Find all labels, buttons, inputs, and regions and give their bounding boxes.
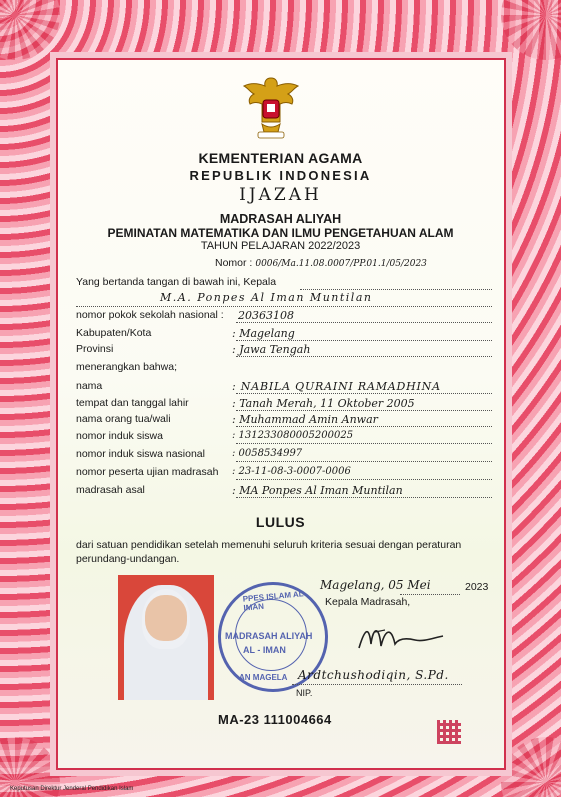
dotted-line: [292, 684, 462, 685]
statement-line-2: perundang-undangan.: [76, 553, 180, 565]
nis-label: nomor induk siswa: [76, 430, 163, 442]
certificate-number-label: Nomor :: [215, 257, 253, 269]
npsn-value: 20363108: [238, 309, 294, 322]
signature: [355, 618, 445, 658]
republic-title: REPUBLIK INDONESIA: [189, 168, 372, 183]
stamp-mid-text-2: AL - IMAN: [243, 645, 286, 655]
student-name-value: : NABILA QURAINI RAMADHINA: [232, 380, 441, 393]
nip-label: NIP.: [296, 688, 313, 698]
exam-number-label: nomor peserta ujian madrasah: [76, 466, 219, 478]
qr-code-icon: [437, 720, 461, 744]
dotted-line: [236, 356, 492, 357]
dotted-line: [236, 461, 492, 462]
dotted-line: [236, 497, 492, 498]
dotted-line: [236, 393, 492, 394]
principal-name: Ardtchushodiqin, S.Pd.: [298, 668, 449, 682]
parent-label: nama orang tua/wali: [76, 413, 171, 425]
regency-label: Kabupaten/Kota: [76, 327, 152, 339]
signing-role: Kepala Madrasah,: [325, 596, 411, 608]
graduation-result: LULUS: [255, 514, 306, 530]
ministry-title: KEMENTERIAN AGAMA: [198, 150, 363, 166]
dotted-line: [236, 426, 492, 427]
border-ornament: [0, 0, 60, 60]
npsn-label: nomor pokok sekolah nasional :: [76, 309, 224, 321]
dotted-line: [236, 322, 492, 323]
dotted-line: [236, 340, 492, 341]
regency-value: : Magelang: [232, 327, 295, 340]
nis-value: : 131233080005200025: [232, 430, 354, 441]
program-title: PEMINATAN MATEMATIKA DAN ILMU PENGETAHUAN ALAM: [107, 226, 454, 240]
stamp-bottom-text: AN MAGELA: [239, 673, 288, 682]
certificate-number-value: 0006/Ma.11.08.0007/PP.01.1/05/2023: [255, 259, 427, 269]
statement-line-1: dari satuan pendidikan setelah memenuhi seluruh kriteria sesuai dengan peraturan: [76, 539, 462, 551]
student-name-label: nama: [76, 380, 103, 392]
dotted-line: [76, 306, 492, 307]
student-photo: [118, 575, 214, 700]
dotted-line: [236, 410, 492, 411]
dotted-line: [236, 443, 492, 444]
academic-year: TAHUN PELAJARAN 2022/2023: [200, 240, 361, 252]
school-level: MADRASAH ALIYAH: [219, 212, 342, 226]
origin-school-label: madrasah asal: [76, 484, 145, 496]
school-head-of: M.A. Ponpes Al Iman Muntilan: [160, 291, 373, 304]
intro-text: Yang bertanda tangan di bawah ini, Kepala: [76, 276, 277, 288]
place-date: Magelang, 05 Mei: [320, 578, 431, 592]
document-type: IJAZAH: [239, 185, 322, 205]
certificate-number: [215, 257, 427, 269]
exam-number-value: : 23-11-08-3-0007-0006: [232, 466, 351, 477]
parent-value: : Muhammad Amin Anwar: [232, 413, 378, 426]
birth-value: : Tanah Merah, 11 Oktober 2005: [232, 397, 415, 410]
border-ornament: [501, 0, 561, 60]
garuda-pancasila-icon: [240, 72, 302, 142]
stamp-mid-text: MADRASAH ALIYAH: [225, 631, 313, 641]
dotted-line: [400, 594, 460, 595]
footer-note: Keputusan Direktur Jenderal Pendidikan Islam: [10, 786, 134, 792]
birth-label: tempat dan tanggal lahir: [76, 397, 189, 409]
dotted-line: [236, 479, 492, 480]
province-label: Provinsi: [76, 343, 114, 355]
signing-year: 2023: [465, 581, 489, 593]
declare-text: menerangkan bahwa;: [76, 361, 177, 373]
border-ornament: [501, 737, 561, 797]
nisn-label: nomor induk siswa nasional: [76, 448, 205, 460]
serial-number: MA-23 111004664: [218, 712, 332, 727]
dotted-line: [300, 289, 492, 290]
province-value: : Jawa Tengah: [232, 343, 311, 356]
nisn-value: : 0058534997: [232, 448, 303, 459]
origin-school-value: : MA Ponpes Al Iman Muntilan: [232, 484, 403, 497]
stamp-top-text: PPES ISLAM AL-IMAN: [242, 589, 307, 613]
